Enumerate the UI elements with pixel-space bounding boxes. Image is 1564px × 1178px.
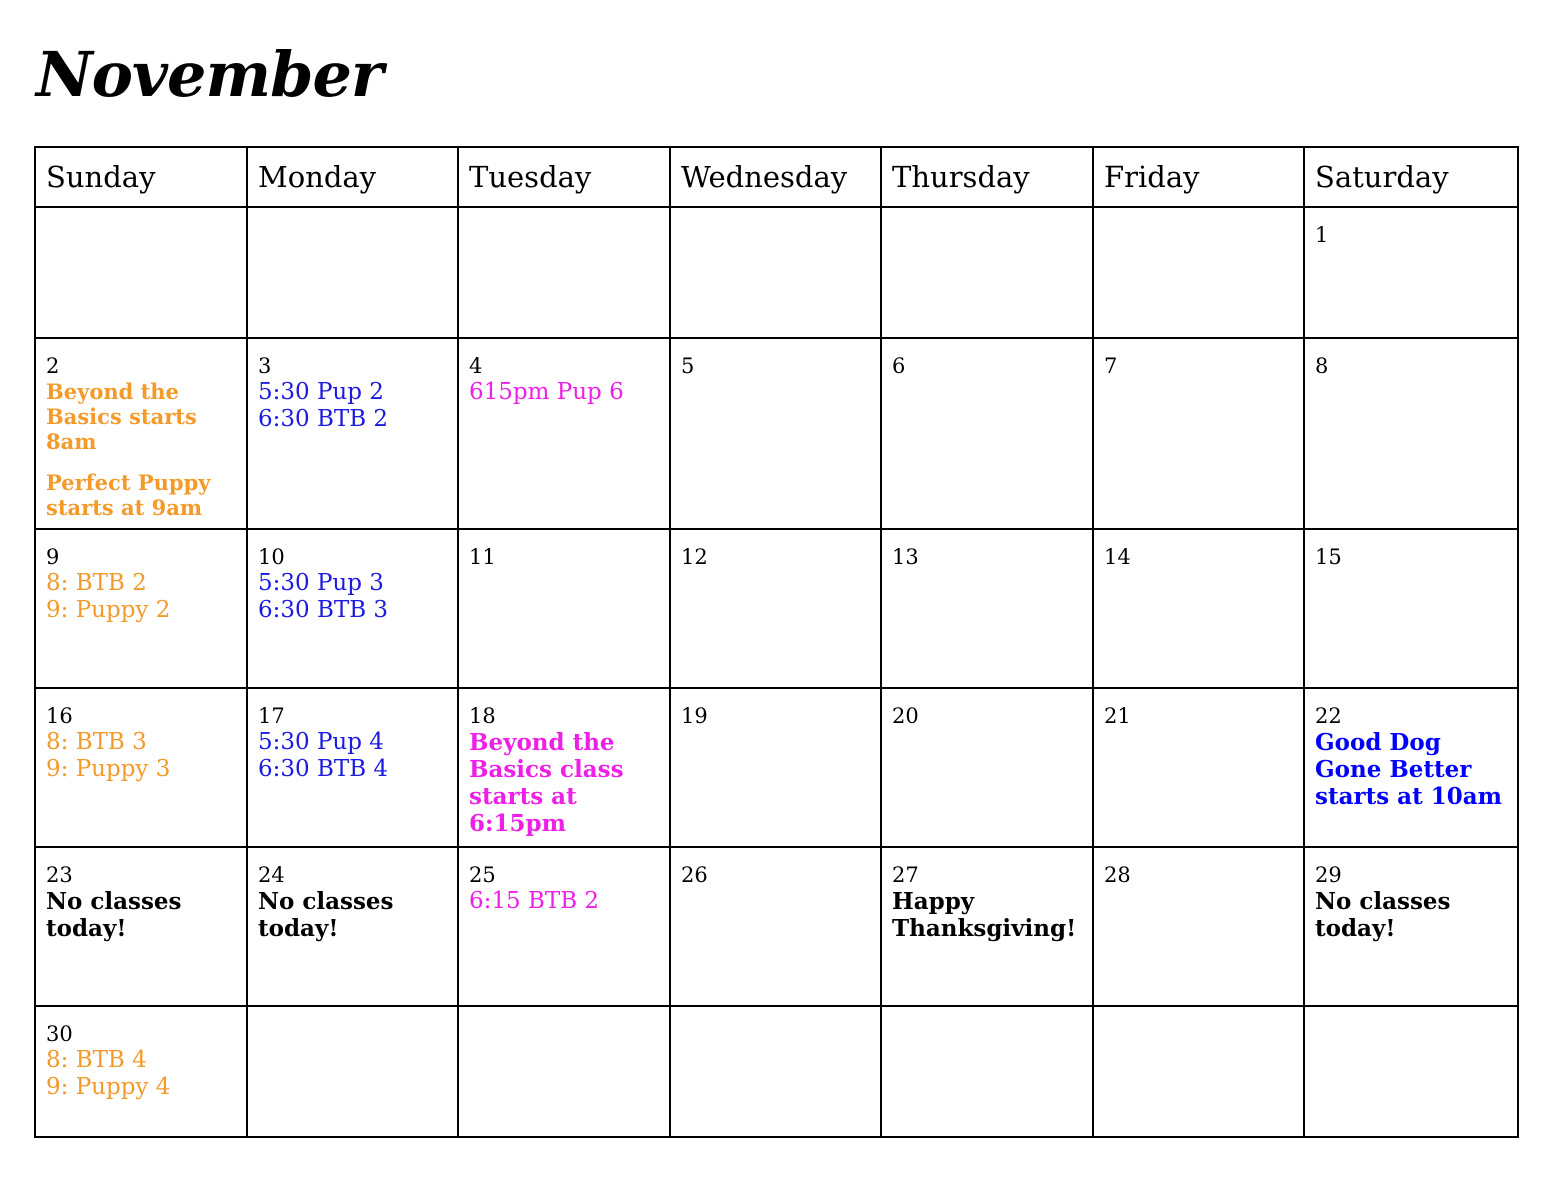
day-number: 3	[258, 354, 272, 378]
empty-day-cell	[881, 1006, 1093, 1137]
event-text: 6:15 BTB 2	[469, 888, 600, 914]
weekday-header: Monday	[247, 147, 458, 207]
day-cell	[35, 529, 247, 688]
event-text: 5:30 Pup 3	[258, 570, 384, 596]
event-text: 6:30 BTB 4	[258, 756, 389, 782]
day-number: 15	[1315, 545, 1342, 569]
week-row	[35, 529, 1518, 688]
empty-day-cell	[458, 207, 670, 338]
day-number: 27	[892, 863, 919, 887]
day-number: 6	[892, 354, 906, 378]
empty-day-cell	[35, 207, 247, 338]
event-text: 5:30 Pup 4	[258, 729, 384, 755]
event-text: No classes today!	[46, 888, 182, 942]
weekday-header: Sunday	[35, 147, 247, 207]
day-number: 9	[46, 545, 60, 569]
empty-day-cell	[670, 1006, 881, 1137]
empty-day-cell	[458, 1006, 670, 1137]
empty-day-cell	[1093, 1006, 1304, 1137]
event-text: 8: BTB 2	[46, 570, 147, 596]
week-row	[35, 688, 1518, 847]
day-number: 16	[46, 704, 73, 728]
day-number: 1	[1315, 223, 1329, 247]
weekday-header: Thursday	[881, 147, 1093, 207]
month-title: November	[36, 38, 383, 111]
weekday-header: Saturday	[1304, 147, 1518, 207]
event-text: 9: Puppy 2	[46, 597, 171, 623]
day-cell	[1093, 338, 1304, 529]
calendar-grid	[34, 146, 1519, 1138]
day-number: 28	[1104, 863, 1131, 887]
day-number: 4	[469, 354, 483, 378]
event-text: Beyond the Basics starts 8am	[46, 379, 197, 454]
event-text: 8: BTB 4	[46, 1047, 147, 1073]
day-cell	[670, 529, 881, 688]
day-number: 22	[1315, 704, 1342, 728]
day-number: 12	[681, 545, 708, 569]
day-number: 14	[1104, 545, 1131, 569]
day-cell	[1304, 338, 1518, 529]
day-cell	[1304, 847, 1518, 1006]
empty-day-cell	[1093, 207, 1304, 338]
day-cell	[881, 338, 1093, 529]
day-cell	[247, 338, 458, 529]
day-cell	[670, 688, 881, 847]
event-text: 6:30 BTB 2	[258, 406, 389, 432]
day-cell	[670, 338, 881, 529]
day-cell	[1304, 688, 1518, 847]
weekday-header-row	[35, 147, 1518, 207]
day-cell	[35, 688, 247, 847]
day-cell	[458, 338, 670, 529]
day-cell	[247, 529, 458, 688]
day-cell	[1093, 688, 1304, 847]
empty-day-cell	[1304, 1006, 1518, 1137]
event-text: Beyond the Basics class starts at 6:15pm	[469, 729, 624, 837]
week-row	[35, 847, 1518, 1006]
day-cell	[881, 847, 1093, 1006]
day-number: 26	[681, 863, 708, 887]
event-text: Perfect Puppy starts at 9am	[46, 470, 211, 520]
week-row	[35, 338, 1518, 529]
week-row	[35, 207, 1518, 338]
event-text: 9: Puppy 3	[46, 756, 171, 782]
day-cell	[458, 847, 670, 1006]
day-number: 5	[681, 354, 695, 378]
event-text: 8: BTB 3	[46, 729, 147, 755]
day-number: 7	[1104, 354, 1118, 378]
empty-day-cell	[670, 207, 881, 338]
day-cell	[458, 529, 670, 688]
day-cell	[1304, 207, 1518, 338]
empty-day-cell	[247, 1006, 458, 1137]
day-cell	[670, 847, 881, 1006]
day-number: 29	[1315, 863, 1342, 887]
day-number: 23	[46, 863, 73, 887]
day-cell	[247, 688, 458, 847]
event-text: Good Dog Gone Better starts at 10am	[1315, 729, 1502, 810]
day-number: 18	[469, 704, 496, 728]
day-cell	[247, 847, 458, 1006]
day-number: 2	[46, 354, 60, 378]
weekday-header: Friday	[1093, 147, 1304, 207]
day-number: 13	[892, 545, 919, 569]
event-text: No classes today!	[258, 888, 394, 942]
day-number: 30	[46, 1022, 73, 1046]
day-cell	[35, 1006, 247, 1137]
weekday-header: Tuesday	[458, 147, 670, 207]
event-text: No classes today!	[1315, 888, 1451, 942]
day-cell	[458, 688, 670, 847]
day-number: 17	[258, 704, 285, 728]
day-cell	[1093, 847, 1304, 1006]
day-number: 21	[1104, 704, 1131, 728]
event-text: Happy Thanksgiving!	[892, 888, 1077, 942]
day-number: 25	[469, 863, 496, 887]
weekday-header: Wednesday	[670, 147, 881, 207]
day-number: 20	[892, 704, 919, 728]
event-text: 6:30 BTB 3	[258, 597, 389, 623]
day-number: 10	[258, 545, 285, 569]
day-number: 19	[681, 704, 708, 728]
event-text: 615pm Pup 6	[469, 379, 624, 405]
day-cell	[1304, 529, 1518, 688]
day-cell	[1093, 529, 1304, 688]
day-cell	[35, 338, 247, 529]
empty-day-cell	[881, 207, 1093, 338]
empty-day-cell	[247, 207, 458, 338]
day-cell	[881, 529, 1093, 688]
day-cell	[35, 847, 247, 1006]
day-cell	[881, 688, 1093, 847]
event-text: 9: Puppy 4	[46, 1074, 171, 1100]
day-number: 8	[1315, 354, 1329, 378]
day-number: 24	[258, 863, 285, 887]
event-text: 5:30 Pup 2	[258, 379, 384, 405]
day-number: 11	[469, 545, 496, 569]
week-row	[35, 1006, 1518, 1137]
